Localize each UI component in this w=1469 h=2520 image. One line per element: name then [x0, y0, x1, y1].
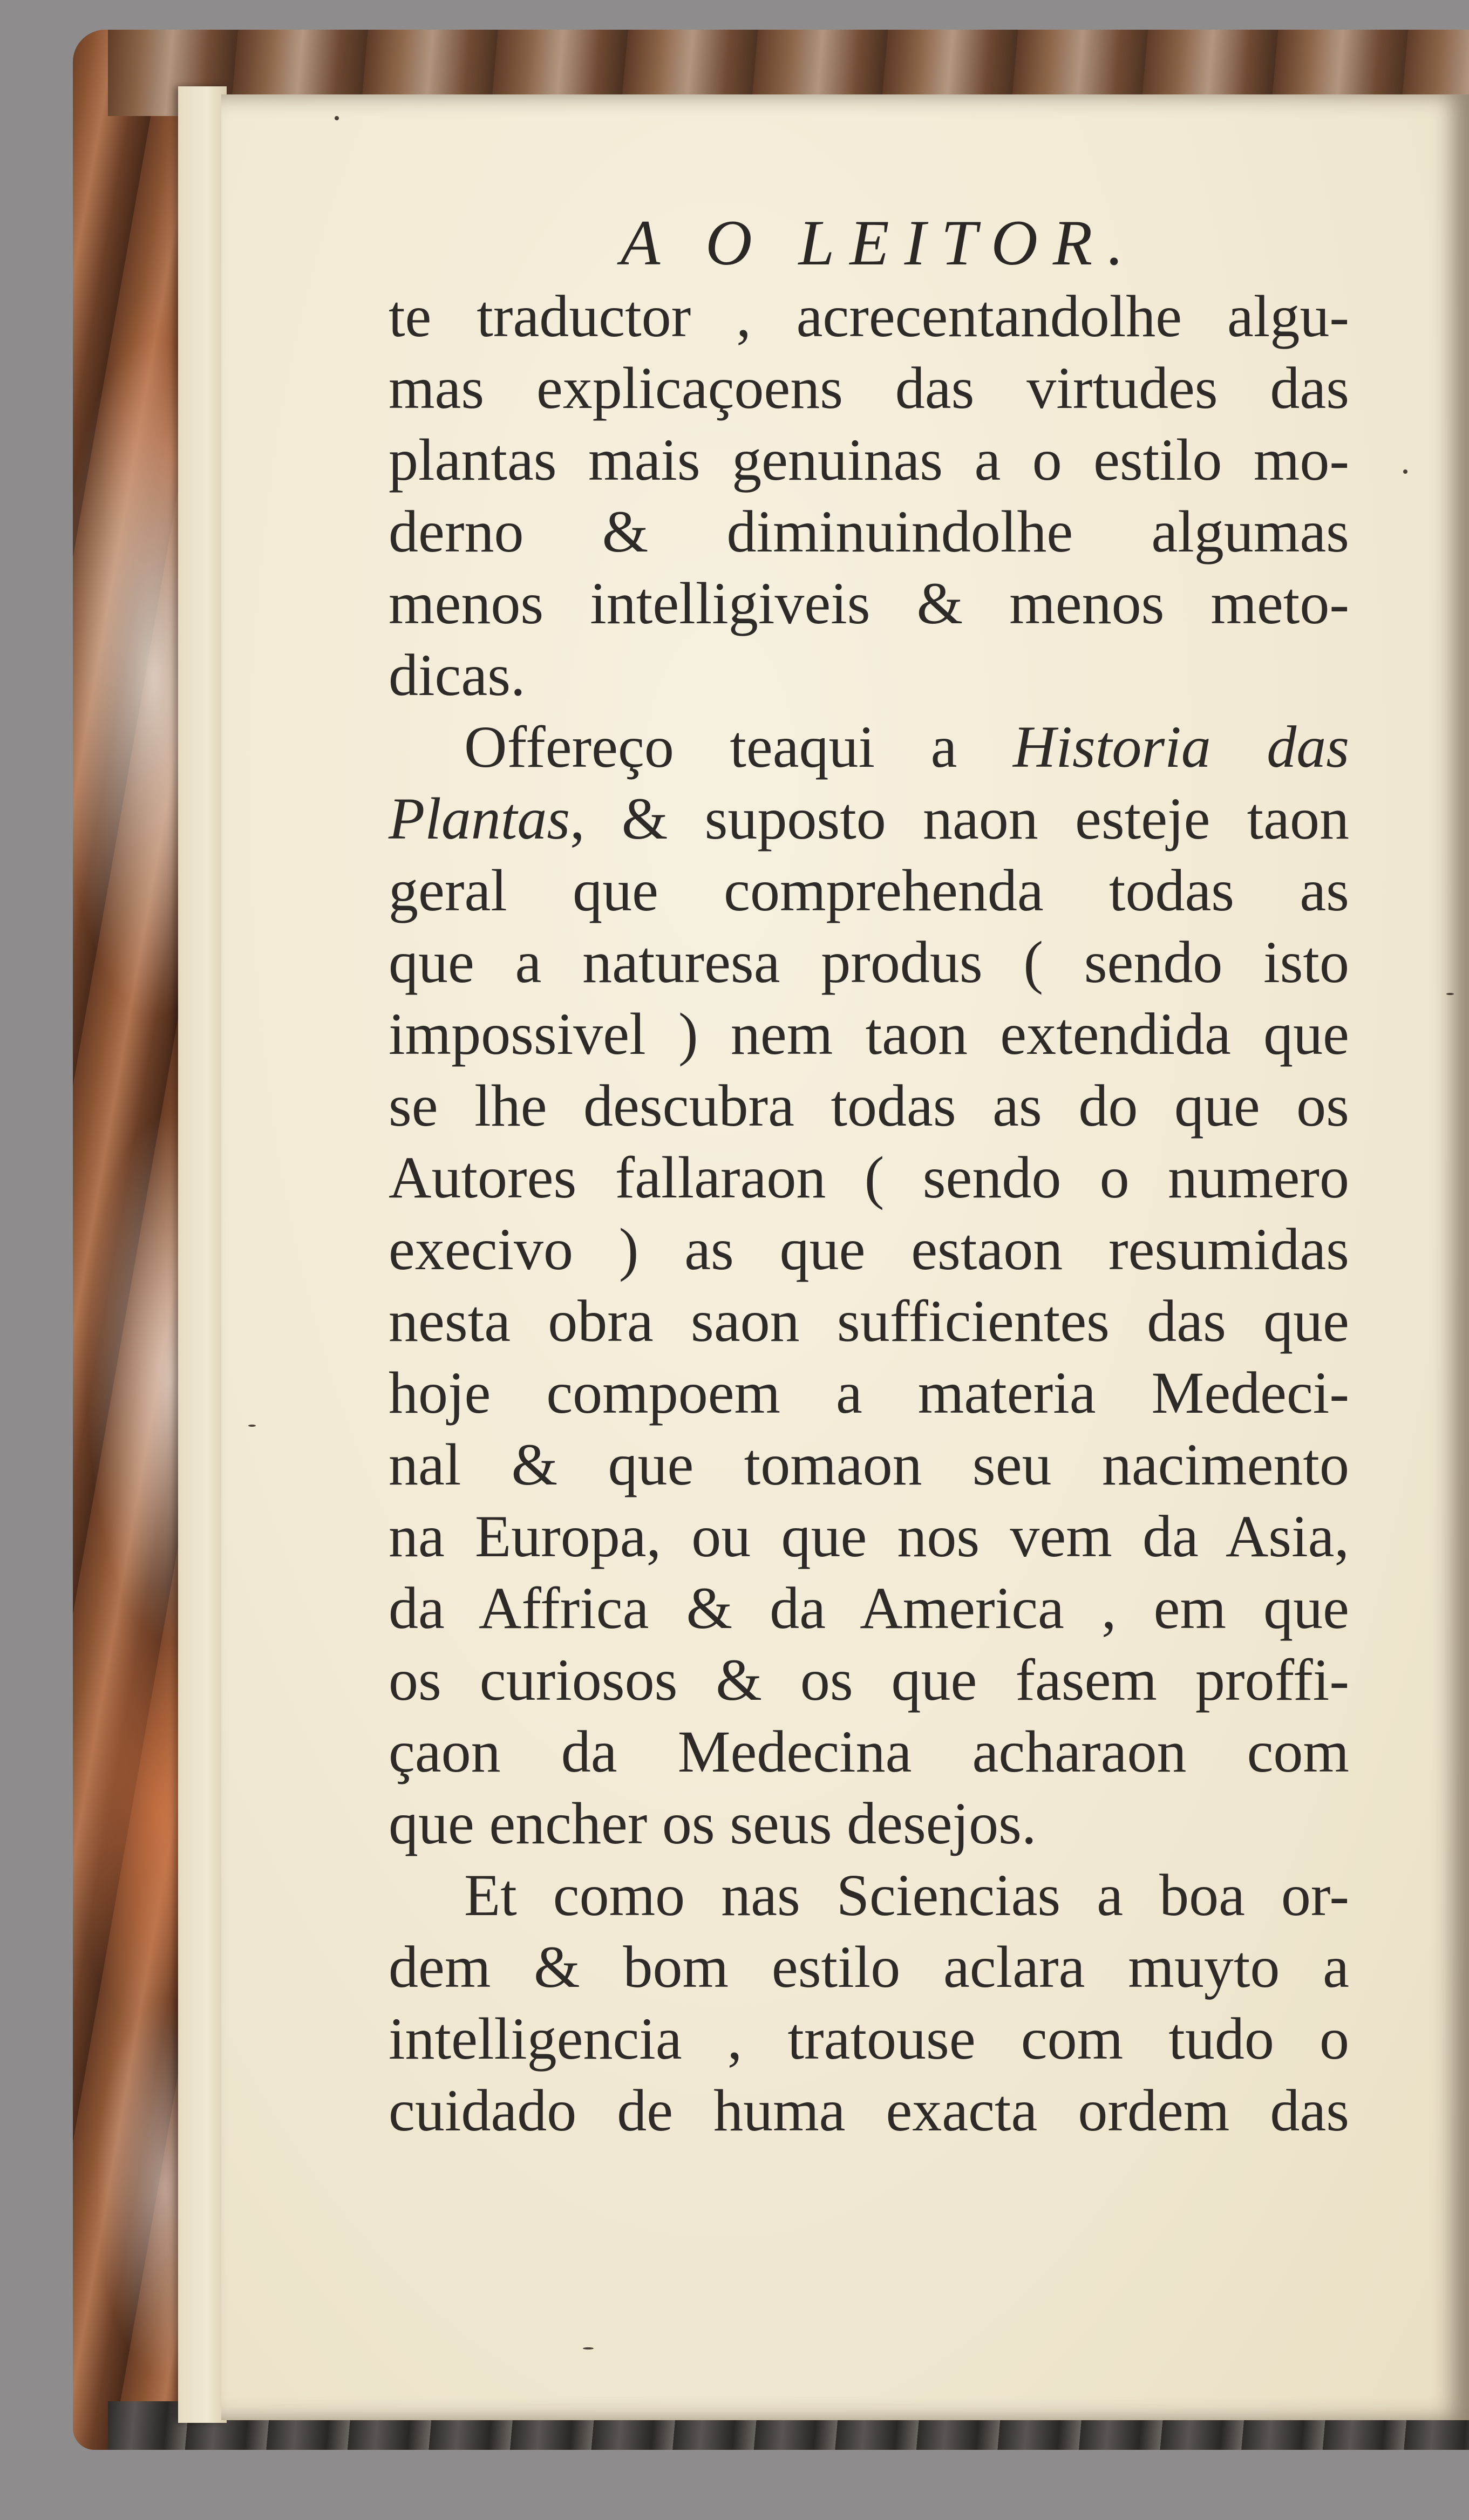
- text-line: que a naturesa produs ( sendo isto: [389, 929, 1349, 995]
- paper-speck: [335, 116, 339, 120]
- text-line: nal & que tomaon seu nacimento: [389, 1432, 1349, 1497]
- paper-speck: [583, 2347, 594, 2349]
- text-line: derno & diminuindolhe algumas: [389, 499, 1349, 564]
- paragraph-3: [389, 1860, 1349, 2147]
- text-line: Et como nas Sciencias a boa or-: [464, 1862, 1349, 1928]
- text-line: os curiosos & os que fasem proffi-: [389, 1647, 1349, 1713]
- text-line: hoje compoem a materia Medeci-: [389, 1360, 1349, 1426]
- text-line: menos intelligiveis & menos meto-: [389, 570, 1349, 636]
- page-text: [389, 205, 1349, 2147]
- running-head: A O LEITOR.: [620, 207, 1139, 278]
- text-line: cuidado de huma exacta ordem das: [389, 2078, 1349, 2143]
- text-line: çaon da Medecina acharaon com: [389, 1719, 1349, 1785]
- text-line: te traductor , acrecentandolhe algu-: [389, 283, 1349, 349]
- text-fragment: Offereço teaqui a: [464, 714, 957, 780]
- text-line: nesta obra saon sufficientes das que: [389, 1288, 1349, 1354]
- paper-speck: [1446, 993, 1454, 995]
- paper-speck: [1403, 469, 1407, 474]
- paragraph-1: [389, 281, 1349, 711]
- text-line: se lhe descubra todas as do que os: [389, 1073, 1349, 1139]
- text-fragment: , & suposto naon esteje taon: [570, 786, 1349, 852]
- text-line: dicas.: [389, 642, 526, 708]
- text-line: execivo ) as que estaon resumidas: [389, 1216, 1349, 1282]
- text-line: geral que comprehenda todas as: [389, 857, 1349, 923]
- text-line: mas explicaçoens das virtudes das: [389, 355, 1349, 421]
- text-line: que encher os seus desejos.: [389, 1790, 1037, 1856]
- text-line: [389, 711, 1349, 783]
- italic-title: Historia das: [1012, 714, 1350, 780]
- text-line: intelligencia , tratouse com tudo o: [389, 2006, 1349, 2072]
- paragraph-2: [389, 711, 1349, 1860]
- page-stack-edge: [178, 86, 227, 2423]
- text-line: na Europa, ou que nos vem da Asia,: [389, 1503, 1349, 1569]
- text-line: plantas mais genuinas a o estilo mo-: [389, 427, 1349, 493]
- italic-title: Plantas: [389, 786, 570, 852]
- text-line: impossivel ) nem taon extendida que: [389, 1001, 1349, 1067]
- text-line: [389, 783, 1349, 855]
- text-line: Autores fallaraon ( sendo o numero: [389, 1145, 1349, 1210]
- text-line: da Affrica & da America , em que: [389, 1575, 1349, 1641]
- text-line: dem & bom estilo aclara muyto a: [389, 1934, 1349, 2000]
- paper-speck: [248, 1425, 256, 1427]
